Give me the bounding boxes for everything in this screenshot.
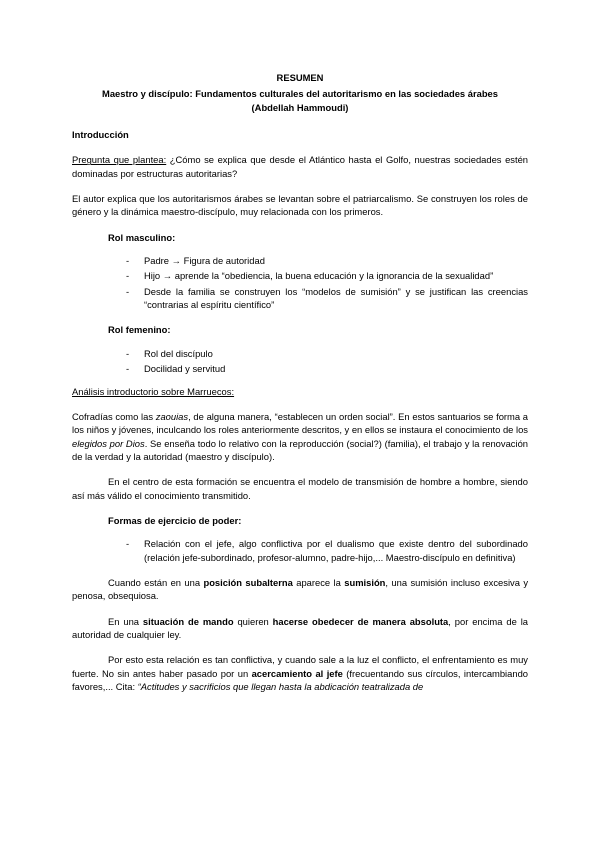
intro-paragraph: El autor explica que los autoritarismos árabes se levantan sobre el patriarcalismo. Se construyen los roles de género y la dinámica maestro-discípulo, muy relacionada con los primeros. xyxy=(72,193,528,218)
rol-masculino-list xyxy=(72,254,528,311)
list-item: - Padre → Figura de autoridad xyxy=(144,254,528,267)
mando-paragraph xyxy=(72,615,528,642)
bold-term: hacerse obedecer de manera absoluta xyxy=(272,615,449,627)
section-heading-introduccion: Introducción xyxy=(72,129,129,141)
list-item: - Hijo → aprende la “obediencia, la buena educación y la ignorancia de la sexualidad” xyxy=(144,269,528,282)
elegidos-term: elegidos por Dios xyxy=(72,437,145,449)
text-run: , una sumisión incluso excesiva y penosa, obsequiosa. xyxy=(72,576,529,602)
text-run: , por encima de la autoridad de cualquier ley. xyxy=(72,615,528,640)
rol-masculino-heading: Rol masculino: xyxy=(108,231,176,243)
text-run: , de alguna manera, “establecen un orden social”. En estos santuarios se forma a los niños y jóvenes, inculcando los roles anteriormente descritos, y en ellos se instaura el conocimiento de los xyxy=(72,410,528,436)
quote-text: “Actitudes y sacrificios que llegan hasta la abdicación teatralizada de xyxy=(137,681,424,692)
text-run: aparece la xyxy=(292,576,345,588)
rol-femenino-list xyxy=(72,347,528,376)
text-run: . Se enseña todo lo relativo con la reproducción (social?) (familia), el trabajo y la renovación de la verdad y la autoridad (maestro y discípulo). xyxy=(72,437,528,462)
conflicto-paragraph xyxy=(72,653,528,693)
marruecos-paragraph-2: En el centro de esta formación se encuentra el modelo de transmisión de hombre a hombre, siendo así más válido el conocimiento transmitido. xyxy=(72,476,528,501)
zaouias-term: zaouias xyxy=(155,410,189,422)
document-page xyxy=(72,71,528,693)
text-run: quieren xyxy=(233,615,273,627)
formas-heading: Formas de ejercicio de poder: xyxy=(108,514,242,526)
list-item: - Rol del discípulo xyxy=(144,347,528,360)
text-run: Por esto esta relación es tan conflictiva, y cuando sale a la luz el conflicto, el enfrentamiento es muy fuerte. No sin antes haber pasado por un xyxy=(72,654,528,679)
list-item: - Desde la familia se construyen los “modelos de sumisión” y se justifican las creencias “contrarias al espíritu científico” xyxy=(144,285,528,312)
bold-term: posición subalterna xyxy=(203,576,293,588)
subalterna-paragraph xyxy=(72,576,528,603)
question-paragraph xyxy=(72,153,528,180)
text-run: En una xyxy=(108,615,143,627)
text-run: Cofradías como las xyxy=(72,410,156,422)
marruecos-heading: Análisis introductorio sobre Marruecos: xyxy=(72,385,235,397)
marruecos-paragraph-1 xyxy=(72,410,528,463)
bold-term: situación de mando xyxy=(142,615,234,627)
document-title: RESUMEN xyxy=(276,72,324,83)
question-label: Pregunta que plantea: xyxy=(72,154,167,166)
text-run: Cuando están en una xyxy=(108,576,204,588)
bold-term: acercamiento al jefe xyxy=(251,667,343,679)
document-subtitle: Maestro y discípulo: Fundamentos culturales del autoritarismo en las sociedades árabes xyxy=(102,88,498,100)
document-author: (Abdellah Hammoudi) xyxy=(251,101,349,113)
text-run: (frecuentando sus círculos, intercambiando favores,... Cita: xyxy=(72,667,528,692)
list-item: - Docilidad y servitud xyxy=(144,362,528,375)
list-item: - Relación con el jefe, algo conflictiva por el dualismo que existe dentro del subordinado (relación jefe-subordinado, profesor-alumno, padre-hijo,... Maestro-discípulo en definitiva) xyxy=(144,537,528,564)
bold-term: sumisión xyxy=(344,576,386,588)
question-text: ¿Cómo se explica que desde el Atlántico hasta el Golfo, nuestras sociedades estén dominadas por estructuras autoritarias? xyxy=(72,154,529,179)
rol-femenino-heading: Rol femenino: xyxy=(108,324,171,336)
formas-list xyxy=(72,537,528,564)
